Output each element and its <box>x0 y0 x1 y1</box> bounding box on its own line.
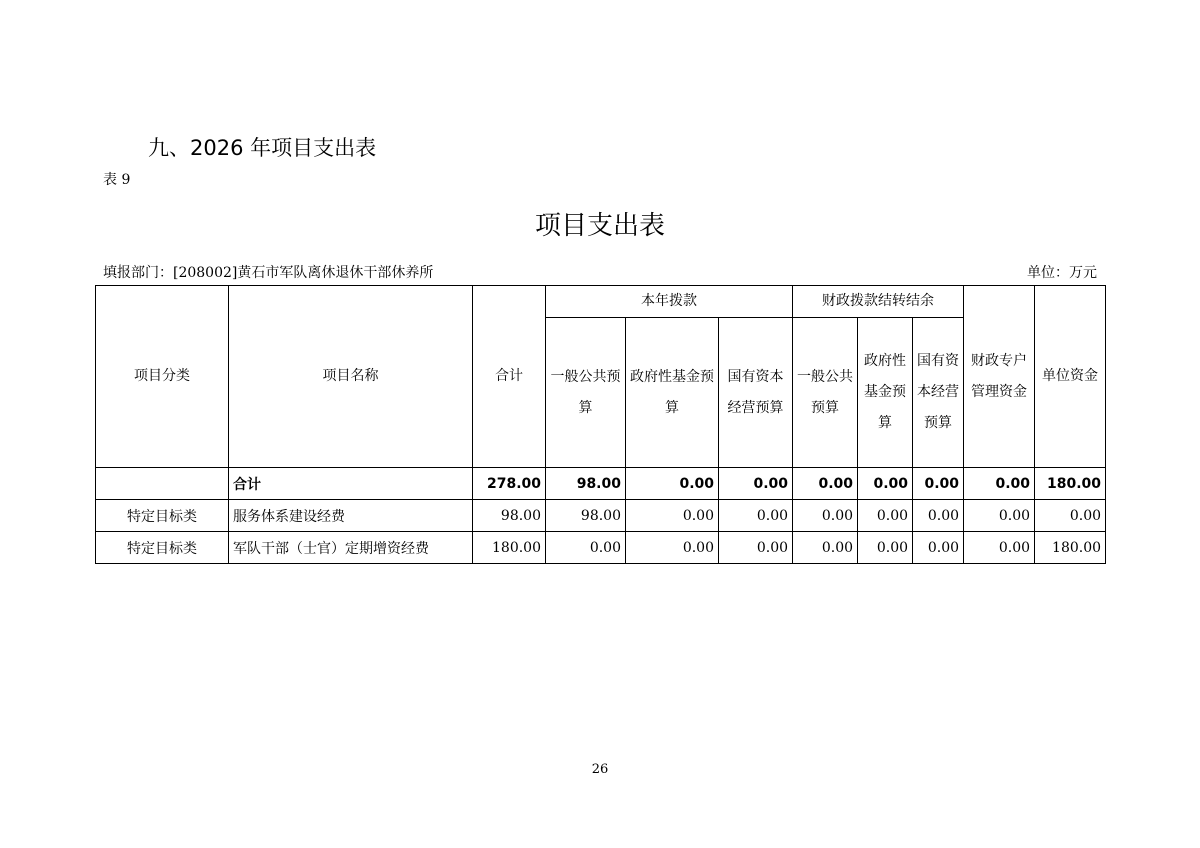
total-row-carry-gov-fund: 0.00 <box>858 468 913 500</box>
header-carryover-group: 财政拨款结转结余 <box>793 286 964 318</box>
row-general: 98.00 <box>546 500 626 532</box>
header-total: 合计 <box>473 286 546 468</box>
project-expenditure-table <box>95 285 1106 564</box>
row-unit-funds: 0.00 <box>1035 500 1106 532</box>
row-unit-funds: 180.00 <box>1035 532 1106 564</box>
total-row-unit-funds: 180.00 <box>1035 468 1106 500</box>
header-unit-funds: 单位资金 <box>1035 286 1106 468</box>
row-state-capital: 0.00 <box>719 532 793 564</box>
total-row-general: 98.00 <box>546 468 626 500</box>
row-general: 0.00 <box>546 532 626 564</box>
total-row-name: 合计 <box>229 468 473 500</box>
row-category: 特定目标类 <box>96 532 229 564</box>
row-gov-fund: 0.00 <box>626 500 719 532</box>
row-name: 服务体系建设经费 <box>229 500 473 532</box>
unit-label: 单位：万元 <box>1027 265 1097 281</box>
total-row-category <box>96 468 229 500</box>
table-number: 表 9 <box>103 172 131 188</box>
row-gov-fund: 0.00 <box>626 532 719 564</box>
header-current-year-group: 本年拨款 <box>546 286 793 318</box>
header-gov-fund-budget: 政府性基金预算 <box>626 318 719 468</box>
row-special-account: 0.00 <box>964 532 1035 564</box>
total-row-special-account: 0.00 <box>964 468 1035 500</box>
total-row-gov-fund: 0.00 <box>626 468 719 500</box>
row-carry-general: 0.00 <box>793 500 858 532</box>
row-special-account: 0.00 <box>964 500 1035 532</box>
table-row <box>96 532 1106 564</box>
header-carry-gov-fund: 政府性基金预算 <box>858 318 913 468</box>
header-general-budget: 一般公共预算 <box>546 318 626 468</box>
total-row-carry-state-capital: 0.00 <box>913 468 964 500</box>
row-total: 98.00 <box>473 500 546 532</box>
table-title: 项目支出表 <box>534 211 665 241</box>
header-carry-general: 一般公共预算 <box>793 318 858 468</box>
row-carry-gov-fund: 0.00 <box>858 532 913 564</box>
header-project-name: 项目名称 <box>229 286 473 468</box>
row-state-capital: 0.00 <box>719 500 793 532</box>
header-state-capital-budget: 国有资本经营预算 <box>719 318 793 468</box>
total-row-carry-general: 0.00 <box>793 468 858 500</box>
row-category: 特定目标类 <box>96 500 229 532</box>
filing-unit: 填报部门：[208002]黄石市军队离休退休干部休养所 <box>103 265 434 281</box>
table-row <box>96 500 1106 532</box>
section-heading: 九、2026 年项目支出表 <box>148 136 377 160</box>
row-carry-general: 0.00 <box>793 532 858 564</box>
row-total: 180.00 <box>473 532 546 564</box>
row-carry-state-capital: 0.00 <box>913 500 964 532</box>
row-name: 军队干部（士官）定期增资经费 <box>229 532 473 564</box>
page-number: 26 <box>591 762 609 777</box>
header-carry-state-capital: 国有资本经营预算 <box>913 318 964 468</box>
header-project-category: 项目分类 <box>96 286 229 468</box>
row-carry-gov-fund: 0.00 <box>858 500 913 532</box>
row-carry-state-capital: 0.00 <box>913 532 964 564</box>
total-row <box>96 468 1106 500</box>
total-row-total: 278.00 <box>473 468 546 500</box>
header-special-account: 财政专户管理资金 <box>964 286 1035 468</box>
total-row-state-capital: 0.00 <box>719 468 793 500</box>
